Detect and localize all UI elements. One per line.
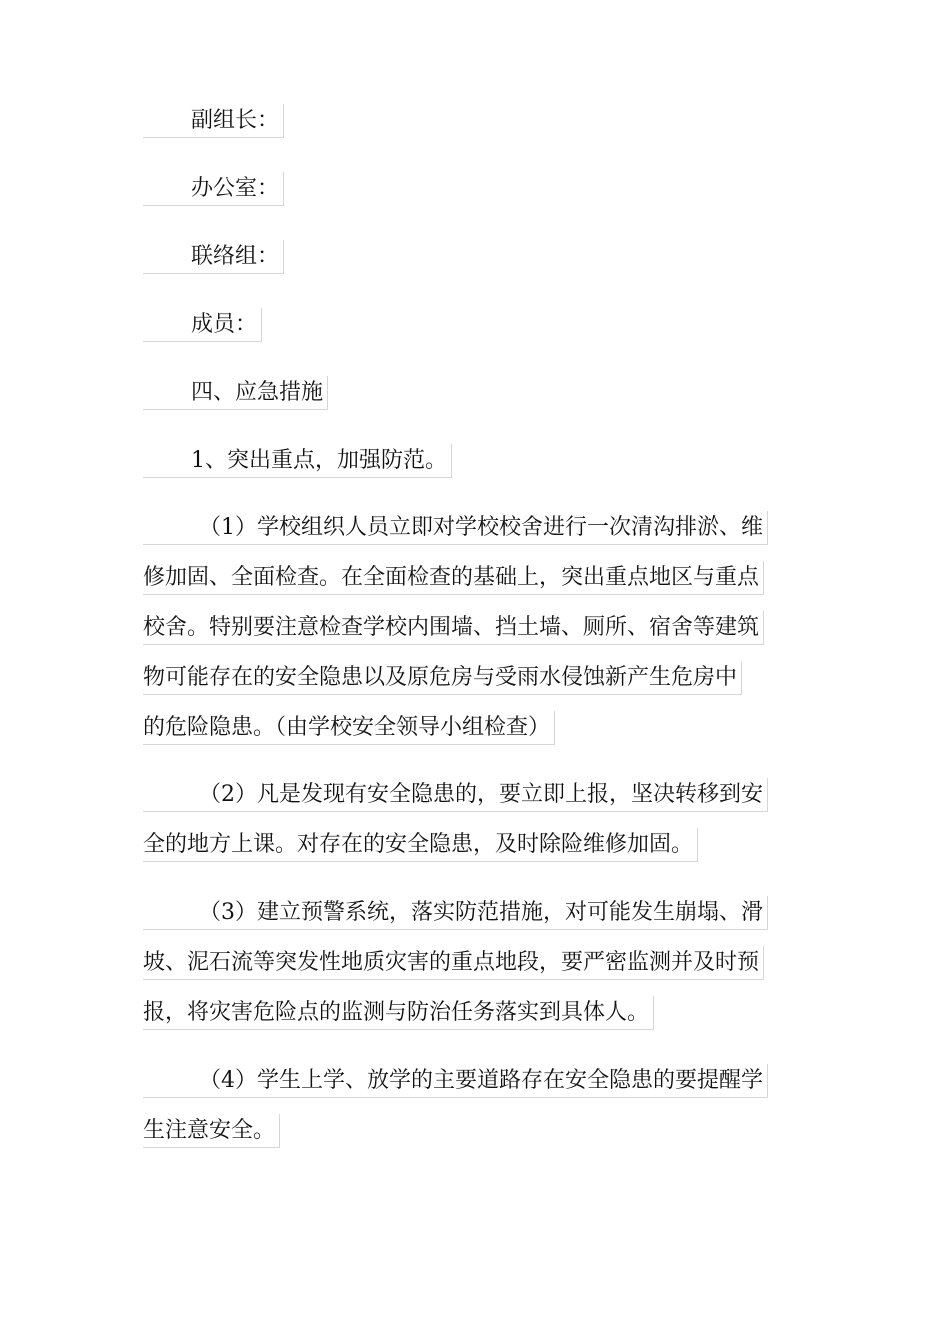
deputy-leader-label: 副组长： bbox=[143, 104, 284, 138]
paragraph-3-line-3: 报，将灾害危险点的监测与防治任务落实到具体人。 bbox=[143, 996, 654, 1030]
paragraph-1-line-4: 物可能存在的安全隐患以及原危房与受雨水侵蚀新产生危房中 bbox=[143, 661, 742, 695]
paragraph-2-line-1: （2）凡是发现有安全隐患的，要立即上报，坚决转移到安 bbox=[143, 778, 768, 812]
paragraph-2-line-2: 全的地方上课。对存在的安全隐患，及时除险维修加固。 bbox=[143, 828, 698, 862]
paragraph-4-line-1: （4）学生上学、放学的主要道路存在安全隐患的要提醒学 bbox=[143, 1064, 768, 1098]
paragraph-3-line-2: 坡、泥石流等突发性地质灾害的重点地段，要严密监测并及时预 bbox=[143, 946, 764, 980]
paragraph-1-line-2: 修加固、全面检查。在全面检查的基础上，突出重点地区与重点 bbox=[143, 561, 764, 595]
subheading-focus-prevention: 1、突出重点，加强防范。 bbox=[143, 444, 452, 478]
paragraph-1-line-5: 的危险隐患。（由学校安全领导小组检查） bbox=[143, 711, 555, 745]
paragraph-4-line-2: 生注意安全。 bbox=[143, 1114, 280, 1148]
paragraph-3-line-1: （3）建立预警系统，落实防范措施，对可能发生崩塌、滑 bbox=[143, 896, 768, 930]
office-label: 办公室： bbox=[143, 172, 284, 206]
members-label: 成员： bbox=[143, 308, 262, 342]
paragraph-1-line-3: 校舍。特别要注意检查学校内围墙、挡土墙、厕所、宿舍等建筑 bbox=[143, 611, 764, 645]
liaison-group-label: 联络组： bbox=[143, 240, 284, 274]
paragraph-1-line-1: （1）学校组织人员立即对学校校舍进行一次清沟排淤、维 bbox=[143, 511, 768, 545]
section-heading-emergency-measures: 四、应急措施 bbox=[143, 376, 328, 410]
